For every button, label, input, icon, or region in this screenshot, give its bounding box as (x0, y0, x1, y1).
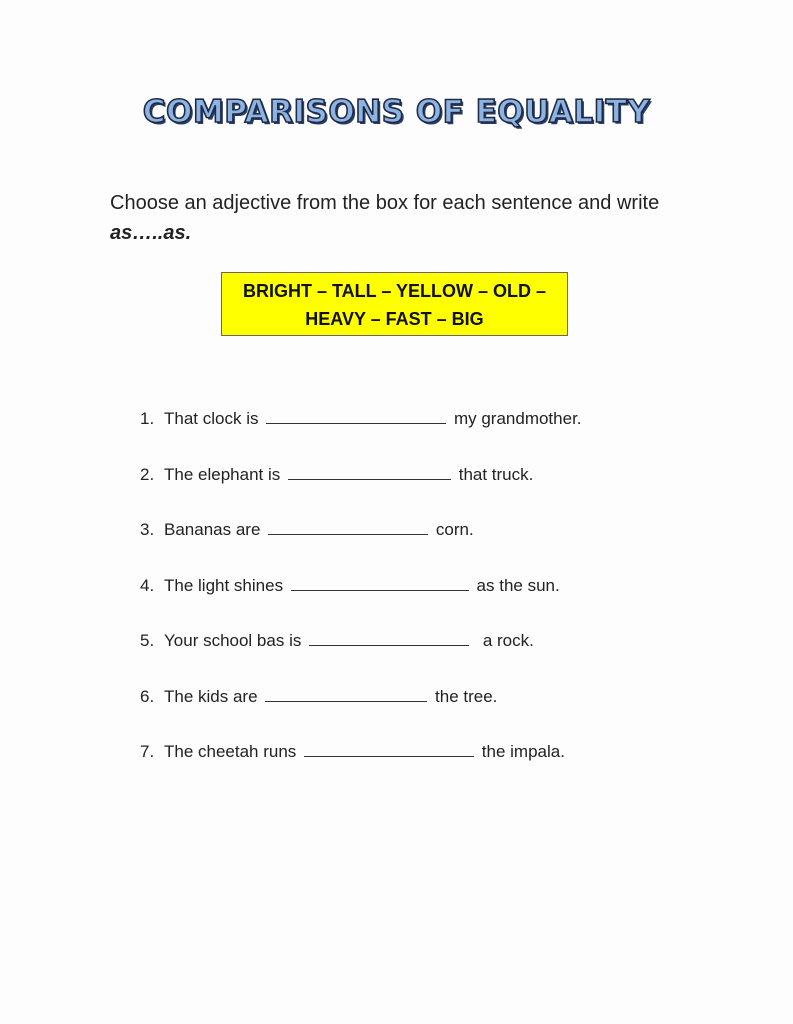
sentence-number: 4. (140, 575, 155, 595)
sentence-item (140, 738, 582, 794)
sentence-item (140, 461, 582, 517)
sentence-number: 2. (140, 464, 155, 484)
adjective-word-box (221, 272, 568, 336)
sentence-before: Your school bas is (164, 631, 302, 650)
sentence-after: my grandmother. (453, 409, 582, 428)
sentence-item (140, 516, 582, 572)
answer-blank[interactable] (266, 406, 446, 424)
sentence-before: The elephant is (164, 464, 281, 484)
sentence-before: That clock is (164, 409, 259, 428)
sentence-after: a rock. (482, 631, 534, 650)
sentence-after: the impala. (481, 742, 565, 761)
sentence-before: The light shines (164, 575, 284, 595)
instruction-emphasis: as…..as. (110, 222, 192, 244)
sentence-number: 3. (140, 520, 155, 539)
sentence-item (140, 572, 582, 628)
sentence-item (140, 405, 582, 461)
answer-blank[interactable] (268, 517, 428, 535)
instructions (110, 188, 670, 248)
sentence-before: The kids are (164, 686, 258, 706)
sentence-item (140, 627, 582, 683)
instruction-text: Choose an adjective from the box for each sentence and write (110, 192, 660, 214)
sentence-after: as the sun. (476, 575, 560, 595)
sentence-before: The cheetah runs (164, 742, 297, 761)
worksheet-title: COMPARISONS OF EQUALITY (142, 94, 651, 130)
sentence-before: Bananas are (164, 520, 261, 539)
sentence-after: corn. (435, 520, 474, 539)
answer-blank[interactable] (309, 628, 469, 646)
answer-blank[interactable] (291, 573, 469, 591)
sentence-number: 5. (140, 631, 155, 650)
sentence-number: 6. (140, 686, 155, 706)
answer-blank[interactable] (288, 462, 451, 480)
sentence-list (140, 405, 582, 794)
sentence-number: 7. (140, 742, 155, 761)
answer-blank[interactable] (265, 684, 427, 702)
sentence-after: the tree. (435, 686, 498, 706)
word-box-line-2: HEAVY – FAST – BIG (305, 309, 484, 329)
sentence-after: that truck. (458, 464, 534, 484)
word-box-line-1: BRIGHT – TALL – YELLOW – OLD – (242, 281, 547, 301)
answer-blank[interactable] (304, 739, 474, 757)
sentence-number: 1. (140, 409, 155, 428)
sentence-item (140, 683, 582, 739)
